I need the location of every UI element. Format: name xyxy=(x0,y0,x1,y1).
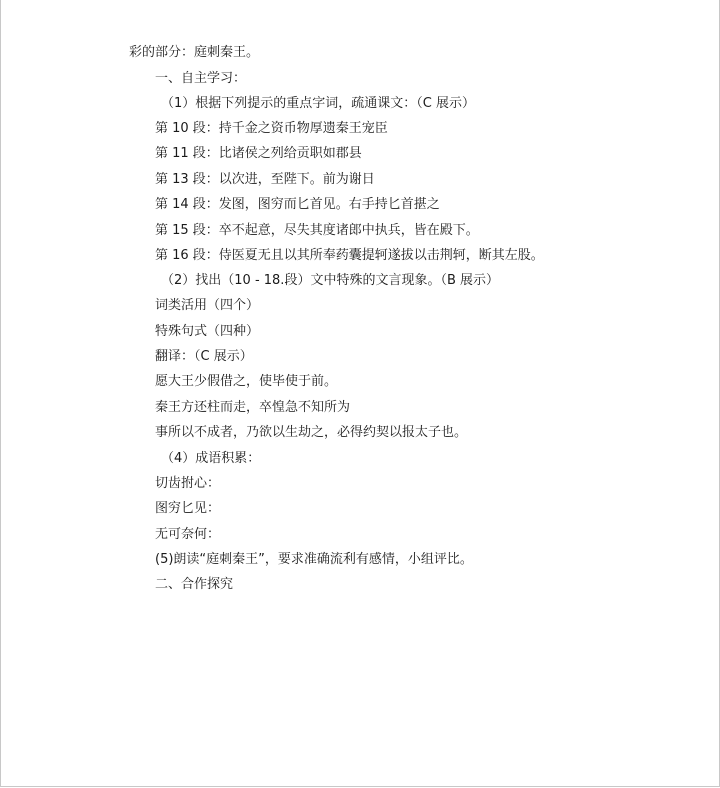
task-2-heading: （2）找出（10 - 18.段）文中特殊的文言现象。（B 展示） xyxy=(161,273,499,288)
task-1-heading: （1）根据下列提示的重点字词，疏通课文：（C 展示） xyxy=(161,96,475,111)
translation-sentence-2: 秦王方还柱而走，卒惶急不知所为 xyxy=(155,400,351,415)
paragraph-10-line: 第 10 段：持千金之资币物厚遗秦王宠臣 xyxy=(155,121,388,136)
idiom-3-line: 无可奈何： xyxy=(155,527,221,542)
section-heading-self-study: 一、自主学习： xyxy=(155,71,247,86)
task-4-heading: （4）成语积累： xyxy=(161,451,261,466)
task-5-line: (5)朗读“庭刺秦王”，要求准确流利有感情，小组评比。 xyxy=(155,552,473,567)
idiom-2-line: 图穷匕见： xyxy=(155,501,221,516)
translation-heading: 翻译：（C 展示） xyxy=(155,349,253,364)
translation-sentence-1: 愿大王少假借之，使毕使于前。 xyxy=(155,374,338,389)
special-sentence-line: 特殊句式（四种） xyxy=(155,324,260,339)
paragraph-13-line: 第 13 段：以次进，至陛下。前为谢日 xyxy=(155,172,375,187)
word-class-usage-line: 词类活用（四个） xyxy=(155,298,260,313)
section-heading-cooperation: 二、合作探究 xyxy=(155,577,234,592)
paragraph-11-line: 第 11 段：比诸侯之列给贡职如郡县 xyxy=(155,146,362,161)
idiom-1-line: 切齿拊心： xyxy=(155,476,221,491)
translation-sentence-3: 事所以不成者，乃欲以生劫之，必得约契以报太子也。 xyxy=(155,425,468,440)
paragraph-14-line: 第 14 段：发图，图穷而匕首见。右手持匕首揕之 xyxy=(155,197,440,212)
paragraph-16-line: 第 16 段：侍医夏无且以其所奉药囊提轲遂拔以击荆轲，断其左股。 xyxy=(155,248,544,263)
paragraph-15-line: 第 15 段：卒不起意，尽失其度诸郎中执兵，皆在殿下。 xyxy=(155,223,479,238)
document-line-intro: 彩的部分：庭刺秦王。 xyxy=(129,45,260,60)
